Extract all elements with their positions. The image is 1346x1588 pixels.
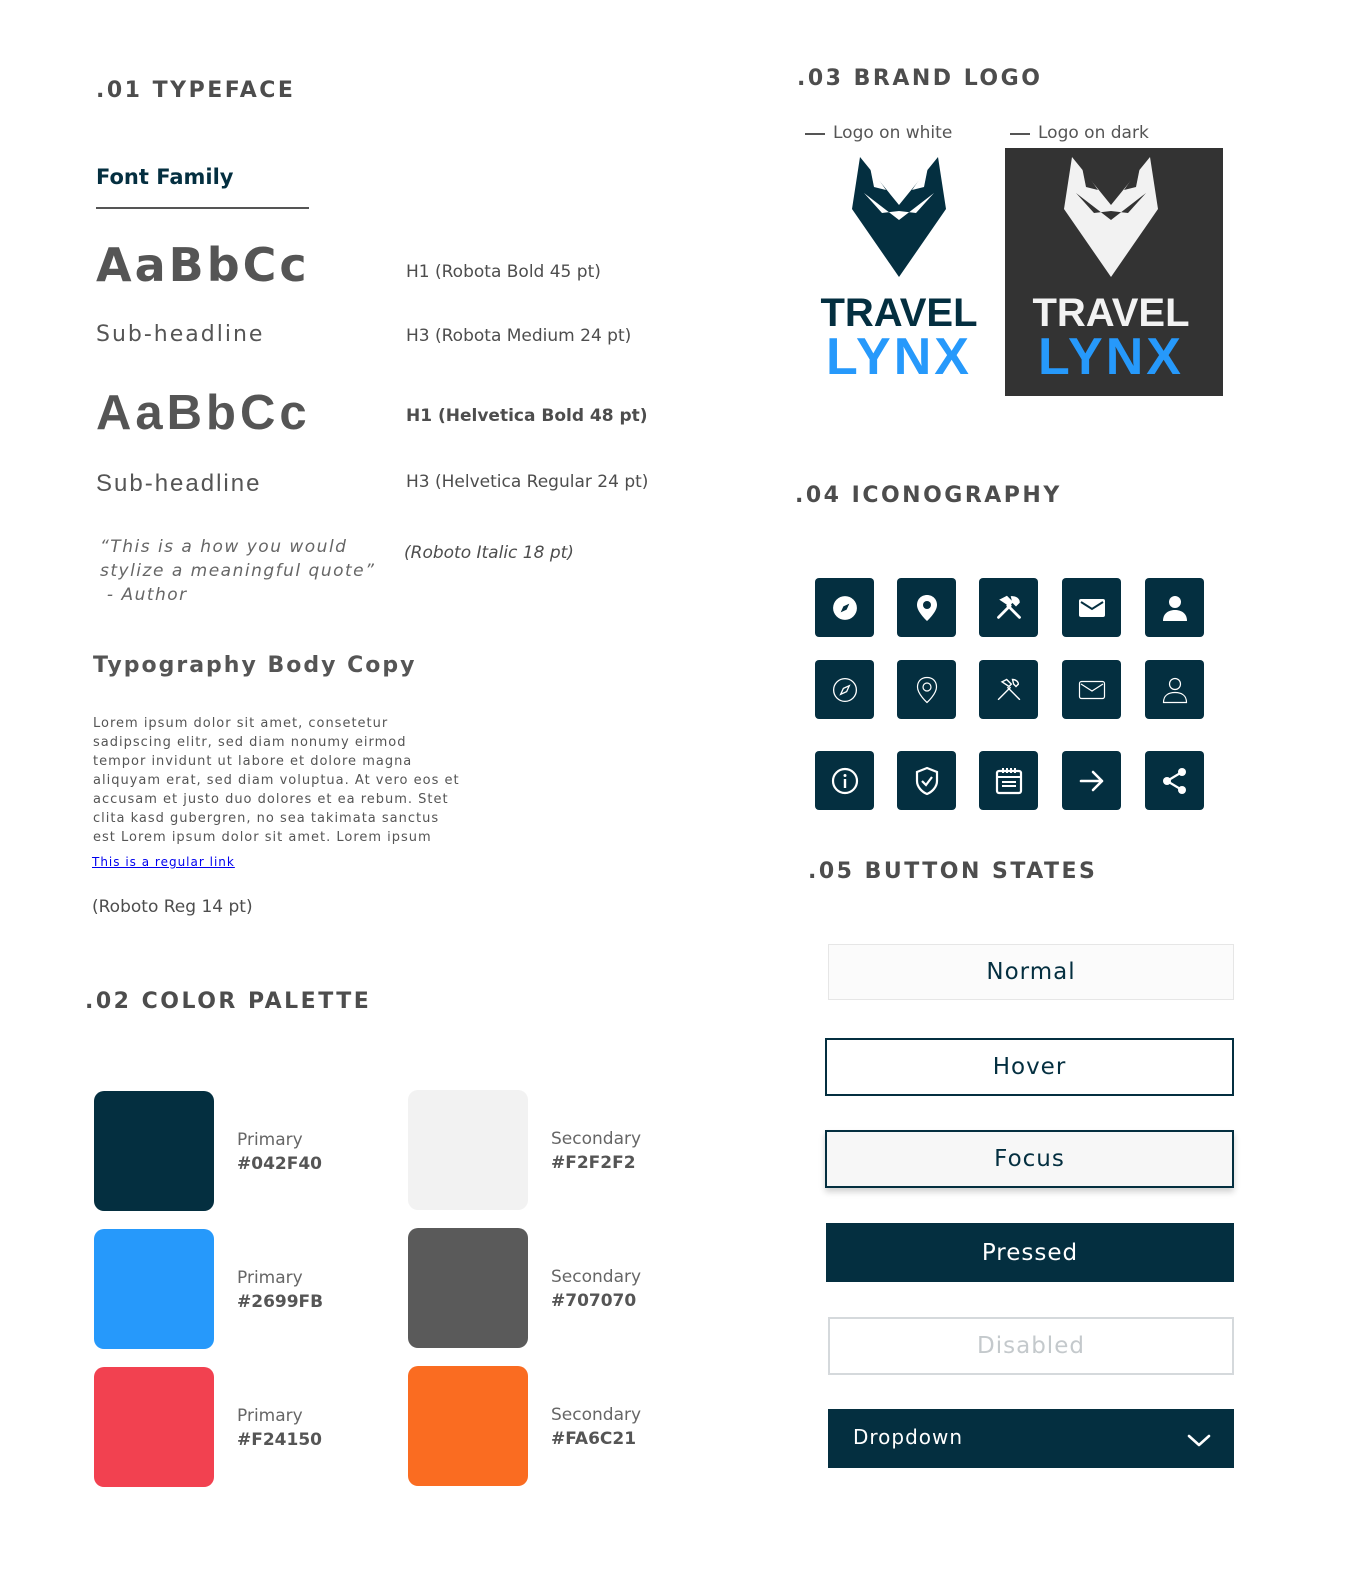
quote-author: - Author: [100, 585, 188, 605]
share-icon: [1145, 751, 1204, 810]
mail-outline-icon: [1062, 660, 1121, 719]
type-spec-helvetica-h3: H3 (Helvetica Regular 24 pt): [406, 472, 649, 492]
logo-word-lynx: LYNX: [826, 328, 972, 386]
logo-on-dark: [1005, 148, 1223, 396]
color-swatch-label: Secondary: [551, 1405, 642, 1425]
color-swatch: [408, 1228, 528, 1348]
location-pin-filled-icon: [897, 578, 956, 637]
regular-link[interactable]: This is a regular link: [92, 855, 235, 869]
color-swatch-hex: #F2F2F2: [551, 1153, 636, 1173]
type-spec-quote: (Roboto Italic 18 pt): [404, 543, 574, 563]
logo-word-lynx: LYNX: [1038, 328, 1184, 386]
type-sample-roboto-h1: AaBbCc: [96, 238, 310, 292]
normal-button[interactable]: Normal: [828, 944, 1234, 1000]
caption-dash: [805, 133, 825, 135]
color-swatch-hex: #FA6C21: [551, 1429, 637, 1449]
dropdown-select[interactable]: [828, 1409, 1234, 1468]
compass-outline-icon: [815, 660, 874, 719]
mail-filled-icon: [1062, 578, 1121, 637]
quote-line: stylize a meaningful quote”: [100, 561, 376, 581]
type-sample-helvetica-h3: Sub-headline: [96, 470, 262, 497]
compass-filled-icon: [815, 578, 874, 637]
tools-filled-icon: [979, 578, 1038, 637]
section-title-brand-logo: .03 BRAND LOGO: [797, 66, 1043, 91]
calendar-icon: [979, 751, 1038, 810]
lynx-logo-icon: [850, 157, 948, 277]
hover-button[interactable]: Hover: [825, 1038, 1234, 1096]
body-copy-text: Lorem ipsum dolor sit amet, consetetur sadipscing elitr, sed diam nonumy eirmod tempor invidunt ut labore et dolore magna aliquyam erat, sed diam voluptua. At vero eos et accusam et justo duo dolores et ea rebum. Stet clita kasd gubergren, no sea takimata sanctus est Lorem ipsum dolor sit amet. Lorem ipsum: [93, 716, 460, 845]
type-spec-helvetica-h1: H1 (Helvetica Bold 48 pt): [406, 406, 648, 426]
section-title-typeface: .01 TYPEFACE: [96, 78, 296, 103]
info-icon: [815, 751, 874, 810]
quote-line: “This is a how you would: [100, 537, 348, 557]
color-swatch: [94, 1367, 214, 1487]
user-filled-icon: [1145, 578, 1204, 637]
dropdown-label: Dropdown: [853, 1425, 964, 1449]
color-swatch-hex: #F24150: [237, 1430, 322, 1450]
type-spec-roboto-h1: H1 (Robota Bold 45 pt): [406, 262, 601, 282]
color-swatch: [94, 1091, 214, 1211]
chevron-down-icon: [1187, 1434, 1211, 1448]
color-swatch-hex: #707070: [551, 1291, 637, 1311]
shield-check-icon: [897, 751, 956, 810]
disabled-button: Disabled: [828, 1317, 1234, 1375]
logo-word-travel: TRAVEL: [1032, 291, 1190, 335]
type-sample-roboto-h3: Sub-headline: [96, 322, 265, 347]
tools-outline-icon: [979, 660, 1038, 719]
logo-caption-dark: Logo on dark: [1038, 123, 1149, 143]
location-pin-outline-icon: [897, 660, 956, 719]
lynx-logo-icon: [1062, 157, 1160, 277]
type-sample-helvetica-h1: AaBbCc: [96, 386, 311, 440]
focus-button[interactable]: Focus: [825, 1130, 1234, 1188]
logo-caption-white: Logo on white: [833, 123, 953, 143]
color-swatch-label: Primary: [237, 1268, 303, 1288]
body-copy-title: Typography Body Copy: [93, 653, 417, 678]
color-swatch-label: Primary: [237, 1406, 303, 1426]
section-title-iconography: .04 ICONOGRAPHY: [795, 483, 1062, 508]
logo-word-travel: TRAVEL: [820, 291, 978, 335]
font-family-title: Font Family: [96, 165, 234, 189]
color-swatch-label: Primary: [237, 1130, 303, 1150]
pressed-button[interactable]: Pressed: [826, 1223, 1234, 1282]
font-family-rule: [96, 207, 309, 209]
type-sample-quote: [100, 535, 375, 607]
arrow-right-icon: [1062, 751, 1121, 810]
section-title-color-palette: .02 COLOR PALETTE: [85, 989, 372, 1014]
section-title-button-states: .05 BUTTON STATES: [808, 859, 1098, 884]
color-swatch-hex: #2699FB: [237, 1292, 324, 1312]
logo-on-white: [818, 155, 980, 395]
user-outline-icon: [1145, 660, 1204, 719]
color-swatch: [408, 1366, 528, 1486]
color-swatch: [94, 1229, 214, 1349]
color-swatch: [408, 1090, 528, 1210]
type-spec-roboto-h3: H3 (Robota Medium 24 pt): [406, 326, 632, 346]
caption-dash: [1010, 133, 1030, 135]
color-swatch-hex: #042F40: [237, 1154, 322, 1174]
color-swatch-label: Secondary: [551, 1267, 642, 1287]
type-spec-body: (Roboto Reg 14 pt): [92, 897, 253, 917]
color-swatch-label: Secondary: [551, 1129, 642, 1149]
